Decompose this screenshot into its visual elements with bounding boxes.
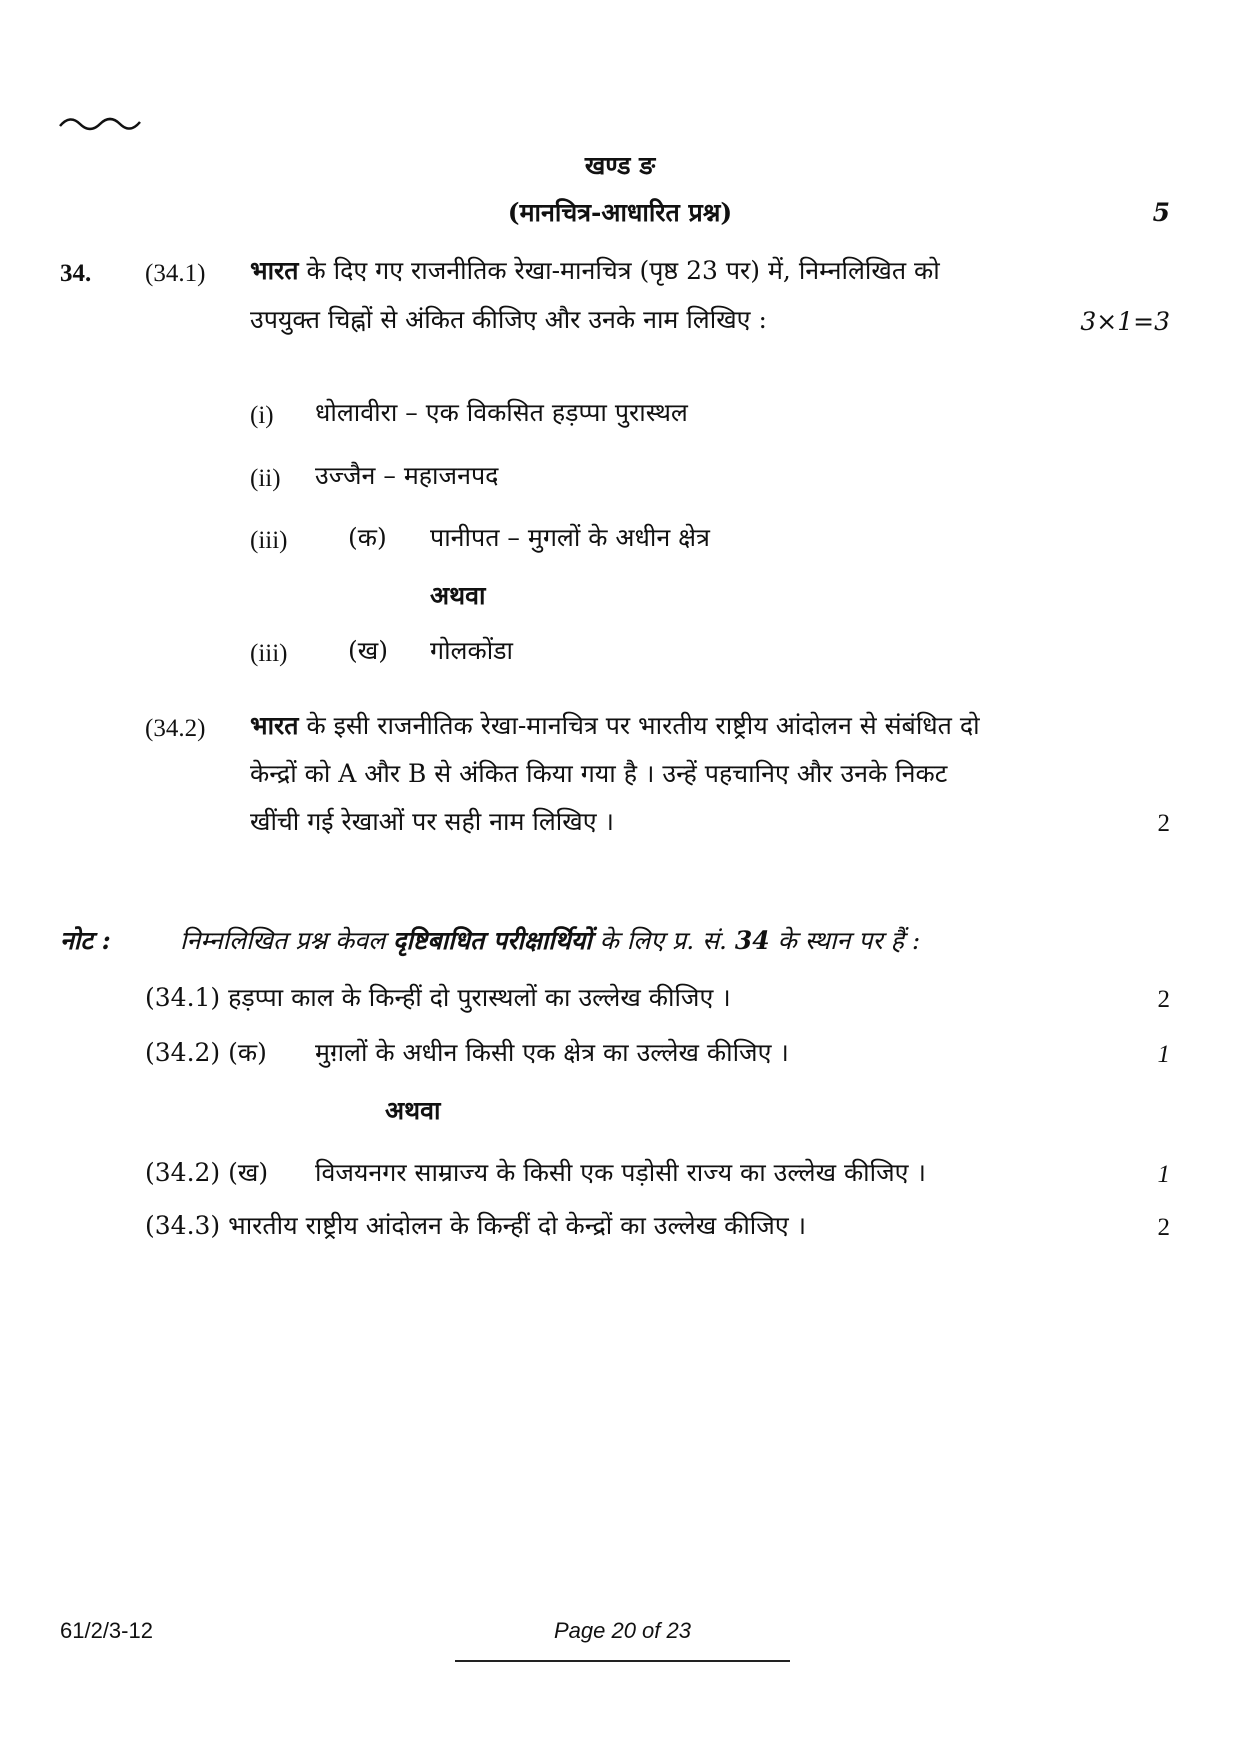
- line1-rest: के दिए गए राजनीतिक रेखा-मानचित्र (पृष्ठ 23 पर) में, निम्नलिखित को: [298, 256, 940, 285]
- footer-divider: [455, 1660, 790, 1662]
- section-subtitle: (मानचित्र-आधारित प्रश्न): [507, 198, 733, 227]
- note-text-middle: के लिए प्र. सं.: [591, 926, 735, 955]
- item-sub-ka: (क): [348, 523, 387, 552]
- bold-bharat-2: भारत: [250, 711, 299, 740]
- question-number: 34.: [60, 260, 92, 287]
- line1-rest-2: के इसी राजनीतिक रेखा-मानचित्र पर भारतीय राष्ट्रीय आंदोलन से संबंधित दो: [298, 711, 980, 740]
- page-number: Page 20 of 23: [553, 1618, 691, 1643]
- part-label-34-2: (34.2): [145, 715, 206, 742]
- item-sub-kha: (ख): [348, 636, 388, 665]
- part-label-34-1: (34.1): [145, 260, 206, 287]
- note-marks-34-3: 2: [1157, 1214, 1170, 1241]
- note-text-before: निम्नलिखित प्रश्न केवल: [180, 926, 394, 955]
- item-label-iii-a: (iii): [250, 527, 288, 554]
- note-marks-34-1: 2: [1157, 986, 1170, 1013]
- note-marks-34-2-b: 1: [1157, 1161, 1170, 1188]
- item-text-ii: उज्जैन – महाजनपद: [315, 461, 499, 490]
- marks-34-2: 2: [1157, 810, 1170, 837]
- part-34-2-line1: [250, 710, 980, 743]
- part-34-2-line2: केन्द्रों को A और B से अंकित किया गया है । उन्हें पहचानिए और उनके निकट: [250, 759, 948, 788]
- note-item-34-2-a-text: मुग़लों के अधीन किसी एक क्षेत्र का उल्लेख कीजिए ।: [315, 1038, 789, 1067]
- item-label-ii: (ii): [250, 465, 281, 492]
- note-item-34-2-b-label: (34.2) (ख): [145, 1158, 269, 1187]
- marks-34-1: 3×1=3: [1080, 307, 1170, 336]
- or-label-2: अथवा: [385, 1096, 441, 1125]
- note-item-34-2-b-text: विजयनगर साम्राज्य के किसी एक पड़ोसी राज्य का उल्लेख कीजिए ।: [315, 1158, 926, 1187]
- part-34-1-line1: [250, 255, 940, 288]
- part-34-1-line2: उपयुक्त चिह्नों से अंकित कीजिए और उनके नाम लिखिए :: [250, 305, 767, 334]
- wave-mark-icon: [58, 112, 148, 134]
- item-text-i: धोलावीरा – एक विकसित हड़प्पा पुरास्थल: [315, 398, 688, 427]
- note-item-34-2-a-label: (34.2) (क): [145, 1038, 267, 1067]
- paper-code: 61/2/3-12: [60, 1618, 153, 1643]
- note-bold-text: दृष्टिबाधित परीक्षार्थियों: [393, 926, 592, 955]
- or-label-1: अथवा: [430, 581, 486, 610]
- note-bold-number: 34: [734, 926, 770, 955]
- item-text-iii-b: गोलकोंडा: [430, 636, 514, 665]
- part-34-2-line3: खींची गई रेखाओं पर सही नाम लिखिए ।: [250, 807, 614, 836]
- bold-bharat: भारत: [250, 256, 299, 285]
- note-text-after: के स्थान पर हैं :: [769, 926, 921, 955]
- item-label-i: (i): [250, 402, 274, 429]
- note-marks-34-2-a: 1: [1157, 1041, 1170, 1068]
- note-item-34-3: (34.3) भारतीय राष्ट्रीय आंदोलन के किन्हीं दो केन्द्रों का उल्लेख कीजिए ।: [145, 1211, 807, 1240]
- note-label: नोट :: [60, 926, 111, 955]
- section-marks: 5: [1152, 198, 1170, 227]
- item-text-iii-a: पानीपत – मुगलों के अधीन क्षेत्र: [430, 523, 710, 552]
- note-item-34-1: (34.1) हड़प्पा काल के किन्हीं दो पुरास्थलों का उल्लेख कीजिए ।: [145, 983, 731, 1012]
- section-title: खण्ड ङ: [584, 151, 656, 180]
- note-text: [180, 925, 920, 958]
- item-label-iii-b: (iii): [250, 640, 288, 667]
